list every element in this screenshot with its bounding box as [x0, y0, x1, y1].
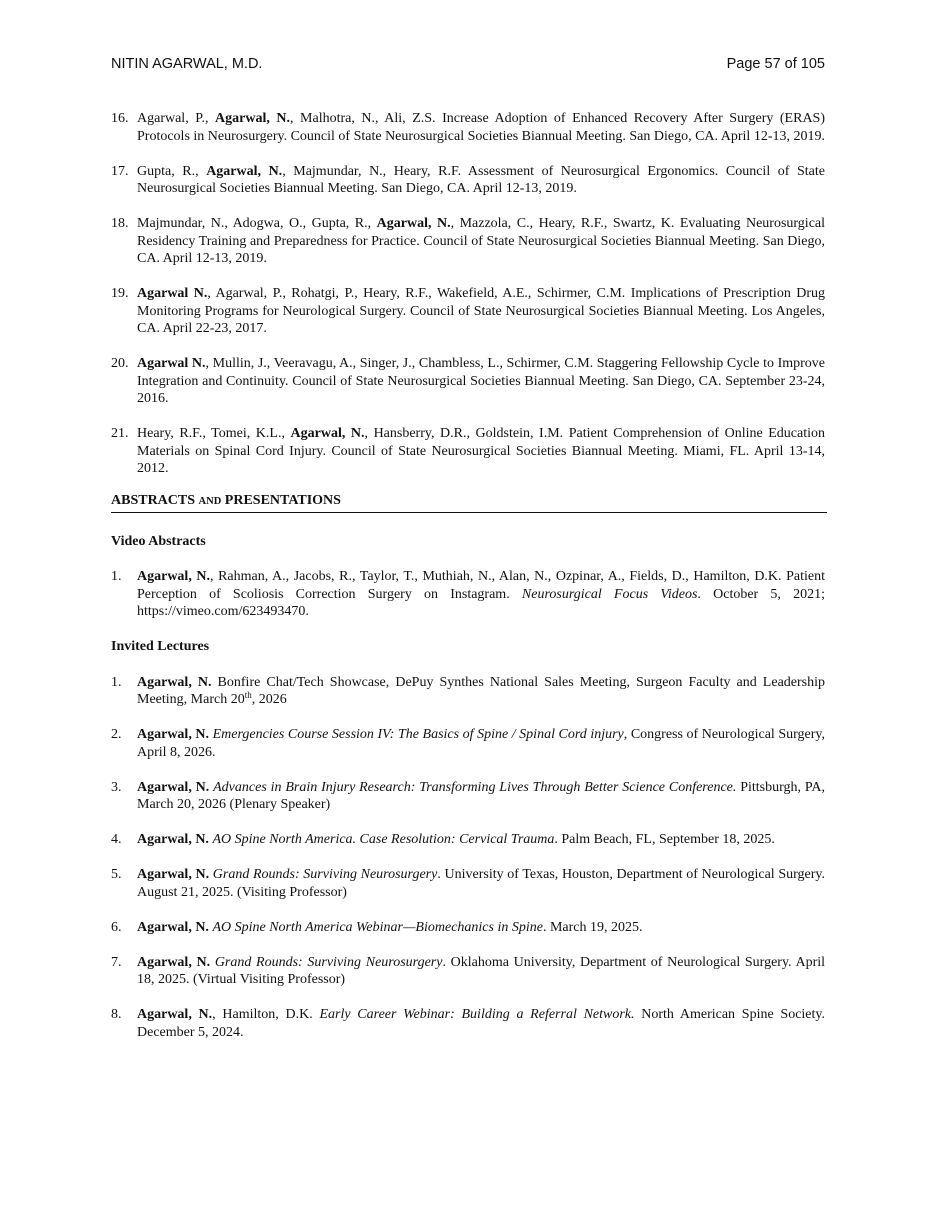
item-number: 7. [111, 954, 122, 970]
item-number: 1. [111, 674, 122, 690]
citation-rest: . Palm Beach, FL, September 18, 2025. [554, 832, 775, 847]
item-number: 21. [111, 426, 129, 441]
citation-highlighted-author: Agarwal, N. [137, 569, 211, 584]
list-item [111, 831, 825, 849]
citation-rest: . March 19, 2025. [542, 919, 643, 935]
citation-rest: . University of Texas, Houston, Department of Neurological Surgery. August 21, 2025. (Visiting Professor) [137, 867, 826, 900]
citation-highlighted-author: Agarwal N. [137, 356, 206, 371]
list-item [111, 355, 825, 408]
citation-highlighted-author: Agarwal, N. [137, 832, 209, 847]
citation-highlighted-author: Agarwal N. [137, 286, 208, 301]
citation [137, 779, 825, 814]
list-item [111, 110, 825, 145]
list-item [111, 215, 825, 268]
citation-rest: , Malhotra, N., Ali, Z.S. Increase Adoption of Enhanced Recovery After Surgery (ERAS) Protocols in Neurosurgery. Council of State Neurosurgical Societies Biannual Meeting. San Diego, CA. April 12-13, 2019. [137, 111, 826, 144]
citation-highlighted-author: Agarwal, N. [137, 919, 209, 935]
citation-highlighted-author: Agarwal, N. [215, 111, 290, 126]
item-number: 5. [111, 867, 122, 882]
video-abstracts-heading: Video Abstracts [111, 533, 206, 549]
list-item [111, 674, 825, 709]
citation [137, 674, 825, 709]
citation-title: AO Spine North America. Case Resolution: Cervical Trauma [212, 832, 555, 847]
item-number: 4. [111, 832, 122, 847]
ordinal-superscript: th [244, 690, 252, 700]
citation [137, 726, 825, 761]
citation-rest: , Congress of Neurological Surgery, April 8, 2026. [137, 727, 826, 760]
citation-rest: , Mullin, J., Veeravagu, A., Singer, J., Chambless, L., Schirmer, C.M. Staggering Fellowship Cycle to Improve Integration and Continuity. Council of State Neurosurgical Societies Biannual Meeting. San Diego, CA. September 23-24, 2016. [137, 356, 825, 406]
citation [137, 866, 825, 901]
citation-highlighted-author: Agarwal, N. [376, 216, 451, 231]
citation-authors-before: Heary, R.F., Tomei, K.L., [137, 426, 291, 441]
citation-title: Advances in Brain Injury Research: Transforming Lives Through Better Science Conference. [213, 779, 737, 795]
citation [137, 285, 825, 338]
citation-title: Grand Rounds: Surviving Neurosurgery [212, 867, 438, 882]
citation-rest: Pittsburgh, PA, March 20, 2026 (Plenary Speaker) [137, 779, 825, 812]
item-number: 3. [111, 779, 122, 795]
citation [137, 1006, 825, 1041]
item-number: 6. [111, 919, 122, 935]
list-item [111, 163, 825, 198]
citation-text: , Hamilton, D.K. [212, 1007, 320, 1022]
document-body [111, 110, 825, 1059]
citation-rest: , Mazzola, C., Heary, R.F., Swartz, K. Evaluating Neurosurgical Residency Training and Preparedness for Practice. Council of State Neurosurgical Societies Biannual Meeting. San Diego, CA. April 12-13, 2019. [137, 216, 826, 266]
section-title [111, 492, 827, 513]
item-number: 16. [111, 111, 129, 126]
list-item [111, 425, 825, 478]
citation-authors-before: Gupta, R., [137, 163, 207, 179]
author-name: NITIN AGARWAL, M.D. [111, 56, 263, 72]
citation [137, 425, 825, 478]
citation-rest: , 2026 [251, 692, 287, 707]
list-item [111, 285, 825, 338]
citation-text: Bonfire Chat/Tech Showcase, DePuy Synthes National Sales Meeting, Surgeon Faculty and Leadership Meeting, March 20 [137, 674, 825, 707]
citation-authors-before: Agarwal, P., [137, 111, 216, 126]
invited-lectures-heading: Invited Lectures [111, 639, 210, 654]
citation-highlighted-author: Agarwal, N. [137, 1007, 213, 1022]
item-number: 1. [111, 569, 122, 584]
citation-rest: . Oklahoma University, Department of Neurological Surgery. April 18, 2025. (Virtual Visiting Professor) [137, 954, 826, 987]
citation-highlighted-author: Agarwal, N. [290, 426, 365, 441]
citation-highlighted-author: Agarwal, N. [137, 674, 212, 690]
citation-text: , Rahman, A., Jacobs, R., Taylor, T., Muthiah, N., Alan, N., Ozpinar, A., Fields, D., Hamilton, D.K. Patient Perception of Scoliosis Correction Surgery on Instagram. [137, 569, 825, 602]
item-number: 20. [111, 356, 129, 371]
list-item [111, 919, 825, 937]
citation-rest: , Majmundar, N., Heary, R.F. Assessment of Neurosurgical Ergonomics. Council of State Neurosurgical Societies Biannual Meeting. San Diego, CA. April 12-13, 2019. [137, 163, 825, 196]
citation [137, 110, 825, 145]
list-item [111, 1006, 825, 1041]
section-title-word: ABSTRACTS [111, 493, 196, 508]
presentation-list [111, 110, 825, 478]
citation-highlighted-author: Agarwal, N. [137, 867, 210, 882]
citation-highlighted-author: Agarwal, N. [206, 163, 283, 179]
page-header [111, 56, 825, 72]
citation-authors-before: Majmundar, N., Adogwa, O., Gupta, R., [137, 216, 377, 231]
citation-rest: North American Spine Society. December 5, 2024. [137, 1007, 825, 1040]
item-number: 18. [111, 216, 129, 231]
citation-highlighted-author: Agarwal, N. [137, 779, 210, 795]
citation [137, 919, 825, 937]
citation-highlighted-author: Agarwal, N. [137, 954, 211, 970]
citation-title: Grand Rounds: Surviving Neurosurgery [214, 954, 443, 970]
section-title-word: PRESENTATIONS [224, 493, 341, 508]
item-number: 8. [111, 1007, 122, 1022]
citation [137, 831, 825, 849]
citation [137, 568, 825, 621]
item-number: 2. [111, 727, 122, 742]
citation [137, 954, 825, 989]
citation-title: Early Career Webinar: Building a Referral Network. [319, 1007, 635, 1022]
citation-venue: Neurosurgical Focus Videos [521, 586, 698, 602]
citation-rest: , Agarwal, P., Rohatgi, P., Heary, R.F., Wakefield, A.E., Schirmer, C.M. Implications of Prescription Drug Monitoring Programs for Neurological Surgery. Council of State Neurosurgical Societies Biannual Meeting. Los Angeles, CA. April 22-23, 2017. [137, 286, 825, 336]
citation-rest: , Hansberry, D.R., Goldstein, I.M. Patient Comprehension of Online Education Materials on Spinal Cord Injury. Council of State Neurosurgical Societies Biannual Meeting. Miami, FL. April 13-14, 2012. [137, 426, 826, 476]
citation [137, 355, 825, 408]
video-abstracts-list [111, 568, 825, 621]
page-number: Page 57 of 105 [726, 56, 825, 72]
invited-lectures-list [111, 674, 825, 1042]
list-item [111, 726, 825, 761]
citation-title: Emergencies Course Session IV: The Basics of Spine / Spinal Cord injury [212, 727, 624, 742]
item-number: 17. [111, 163, 129, 179]
list-item [111, 866, 825, 901]
citation-highlighted-author: Agarwal, N. [137, 727, 209, 742]
citation [137, 163, 825, 198]
citation [137, 215, 825, 268]
list-item [111, 954, 825, 989]
list-item [111, 779, 825, 814]
section-title-small-caps: AND [198, 496, 222, 507]
list-item [111, 568, 825, 621]
citation-title: AO Spine North America Webinar—Biomechanics in Spine [212, 919, 543, 935]
item-number: 19. [111, 286, 129, 301]
citation-rest: . October 5, 2021; https://vimeo.com/623493470. [137, 586, 825, 619]
